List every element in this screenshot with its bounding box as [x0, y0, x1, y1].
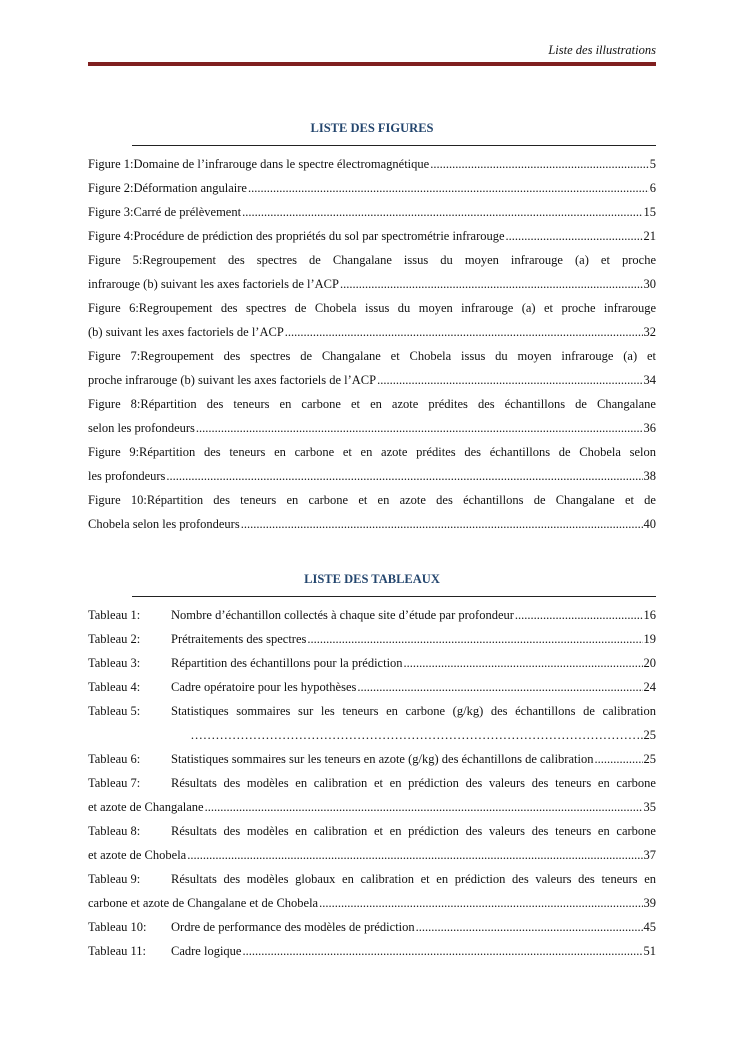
toc-row: [88, 416, 656, 440]
figures-title-rule: [132, 145, 656, 146]
page-number: 16: [643, 608, 656, 622]
toc-row: [88, 843, 656, 867]
toc-row: [88, 176, 656, 200]
page-number: 38: [643, 469, 656, 483]
entry-title: Cadre opératoire pour les hypothèses: [171, 680, 357, 694]
dot-leader: [196, 416, 643, 440]
page-number: 21: [643, 229, 656, 243]
table-entry[interactable]: [88, 867, 656, 915]
entry-title: Statistiques sommaires sur les teneurs en azote (g/kg) des échantillons de calibration: [171, 752, 594, 766]
toc-row: [88, 819, 656, 843]
page-number: 45: [643, 920, 656, 934]
dot-leader: [594, 747, 642, 771]
tables-title: LISTE DES TABLEAUX: [304, 572, 440, 586]
entry-title: carbone et azote de Changalane et de Chobela: [88, 896, 319, 910]
toc-row: [88, 464, 656, 488]
table-entry[interactable]: [88, 651, 656, 675]
entry-title: Figure 1:Domaine de l’infrarouge dans le spectre électromagnétique: [88, 157, 430, 171]
entry-title: (b) suivant les axes factoriels de l’ACP: [88, 325, 284, 339]
figure-entry[interactable]: [88, 344, 656, 392]
table-entry[interactable]: [88, 819, 656, 867]
page-number: 36: [643, 421, 656, 435]
toc-row: [88, 200, 656, 224]
table-number: Tableau 7:: [88, 776, 141, 790]
figure-entry[interactable]: [88, 152, 656, 176]
entry-line: Résultats des modèles globaux en calibration et en prédiction des valeurs des teneurs en: [171, 872, 656, 886]
entry-title: et azote de Chobela: [88, 848, 187, 862]
figure-entry[interactable]: [88, 488, 656, 536]
entry-title: selon les profondeurs: [88, 421, 195, 435]
dot-leader: [340, 272, 643, 296]
dot-leader: [242, 200, 642, 224]
toc-row: [88, 152, 656, 176]
dot-leader: [205, 795, 643, 819]
table-number: Tableau 2:: [88, 632, 141, 646]
entry-title: Figure 4:Procédure de prédiction des propriétés du sol par spectrométrie infrarouge: [88, 229, 505, 243]
dot-leader: [307, 627, 642, 651]
toc-row: [88, 512, 656, 536]
figure-entry[interactable]: [88, 200, 656, 224]
dot-leader: [515, 603, 643, 627]
figure-entry[interactable]: [88, 440, 656, 488]
entry-title: Prétraitements des spectres: [171, 632, 307, 646]
entry-title: proche infrarouge (b) suivant les axes factoriels de l’ACP: [88, 373, 377, 387]
dot-leader: [242, 939, 642, 963]
page-number: 5: [649, 157, 656, 171]
entry-line: Figure 10:Répartition des teneurs en carbone et en azote des échantillons de Changalane et de: [88, 493, 656, 507]
toc-row: [88, 627, 656, 651]
entry-title: Répartition des échantillons pour la prédiction: [171, 656, 403, 670]
table-number: Tableau 5:: [88, 704, 141, 718]
dot-leader: [285, 320, 643, 344]
entry-title: Ordre de performance des modèles de prédiction: [171, 920, 415, 934]
tables-title-rule: [132, 596, 656, 597]
dot-leader: [377, 368, 642, 392]
figure-entry[interactable]: [88, 224, 656, 248]
page-number: 24: [643, 680, 656, 694]
page-number: 35: [643, 800, 656, 814]
toc-row: [88, 651, 656, 675]
entry-title: Nombre d’échantillon collectés à chaque site d’étude par profondeur: [171, 608, 514, 622]
table-number: Tableau 11:: [88, 944, 147, 958]
page-number: 6: [649, 181, 656, 195]
entry-title: Cadre logique: [171, 944, 242, 958]
page-number: 34: [643, 373, 656, 387]
toc-row: [88, 939, 656, 963]
page-number: 20: [643, 656, 656, 670]
dot-leader: [166, 464, 642, 488]
page-number: 19: [643, 632, 656, 646]
toc-row: [88, 224, 656, 248]
figure-entry[interactable]: [88, 248, 656, 296]
toc-row: [88, 603, 656, 627]
toc-row: [88, 272, 656, 296]
table-number: Tableau 4:: [88, 680, 141, 694]
entry-line: Figure 8:Répartition des teneurs en carbone et en azote prédites des échantillons de Changalane: [88, 397, 656, 411]
figure-entry[interactable]: [88, 176, 656, 200]
entry-title: Chobela selon les profondeurs: [88, 517, 240, 531]
entry-line: Figure 5:Regroupement des spectres de Changalane issus du moyen infrarouge (a) et proche: [88, 253, 656, 267]
toc-row: [88, 320, 656, 344]
dotted-page-line: ……………………………………………………………………………………………….25: [190, 728, 656, 742]
page-number: 37: [643, 848, 656, 862]
dot-leader: [241, 512, 643, 536]
toc-row: [88, 891, 656, 915]
page-number: 39: [643, 896, 656, 910]
entry-title: infrarouge (b) suivant les axes factoriels de l’ACP: [88, 277, 339, 291]
page-number: 51: [643, 944, 656, 958]
toc-row: [88, 915, 656, 939]
entry-title: Figure 3:Carré de prélèvement: [88, 205, 242, 219]
table-number: Tableau 8:: [88, 824, 141, 838]
page-number: 15: [643, 205, 656, 219]
toc-row: [88, 867, 656, 891]
dot-leader: [319, 891, 642, 915]
table-entry[interactable]: [88, 771, 656, 819]
entry-line: Figure 9:Répartition des teneurs en carbone et en azote prédites des échantillons de Chobela selon: [88, 445, 656, 459]
toc-row: [88, 699, 656, 723]
page-header-title: Liste des illustrations: [548, 43, 656, 57]
table-number: Tableau 6:: [88, 752, 141, 766]
toc-row: [88, 771, 656, 795]
dot-leader: [187, 843, 642, 867]
page-number: 40: [643, 517, 656, 531]
list-of-tables: [88, 572, 656, 963]
entry-title: les profondeurs: [88, 469, 166, 483]
table-number: Tableau 1:: [88, 608, 141, 622]
dot-leader: [430, 152, 649, 176]
table-number: Tableau 3:: [88, 656, 141, 670]
entry-title: et azote de Changalane: [88, 800, 204, 814]
list-of-figures: [88, 121, 656, 536]
entry-line: Figure 6:Regroupement des spectres de Chobela issus du moyen infrarouge (a) et proche infrarouge: [88, 301, 656, 315]
table-entry[interactable]: [88, 699, 656, 747]
page-number: 25: [643, 752, 656, 766]
toc-row: [88, 747, 656, 771]
dot-leader: [248, 176, 649, 200]
toc-row: [88, 675, 656, 699]
table-number: Tableau 10:: [88, 920, 147, 934]
dot-leader: [506, 224, 643, 248]
entry-line: Résultats des modèles en calibration et en prédiction des valeurs des teneurs en carbone: [171, 776, 656, 790]
table-entry[interactable]: [88, 747, 656, 771]
dot-leader: [404, 651, 643, 675]
table-entry[interactable]: [88, 939, 656, 963]
page-number: 30: [643, 277, 656, 291]
entry-line: Figure 7:Regroupement des spectres de Changalane et Chobela issus du moyen infrarouge (a) et: [88, 349, 656, 363]
page-number: 32: [643, 325, 656, 339]
figures-entries: [88, 152, 656, 536]
table-number: Tableau 9:: [88, 872, 141, 886]
table-entry[interactable]: [88, 627, 656, 651]
dot-leader: [416, 915, 643, 939]
toc-row: [88, 795, 656, 819]
toc-row: [88, 368, 656, 392]
dot-leader: [357, 675, 642, 699]
header-rule: [88, 62, 656, 66]
entry-line: Résultats des modèles en calibration et en prédiction des valeurs des teneurs en carbone: [171, 824, 656, 838]
figure-entry[interactable]: [88, 392, 656, 440]
entry-line: Statistiques sommaires sur les teneurs en carbone (g/kg) des échantillons de calibration: [171, 704, 656, 718]
table-entry[interactable]: [88, 675, 656, 699]
figures-title: LISTE DES FIGURES: [310, 121, 434, 135]
table-entry[interactable]: [88, 915, 656, 939]
figure-entry[interactable]: [88, 296, 656, 344]
entry-title: Figure 2:Déformation angulaire: [88, 181, 247, 195]
table-entry[interactable]: [88, 603, 656, 627]
tables-entries: [88, 603, 656, 963]
